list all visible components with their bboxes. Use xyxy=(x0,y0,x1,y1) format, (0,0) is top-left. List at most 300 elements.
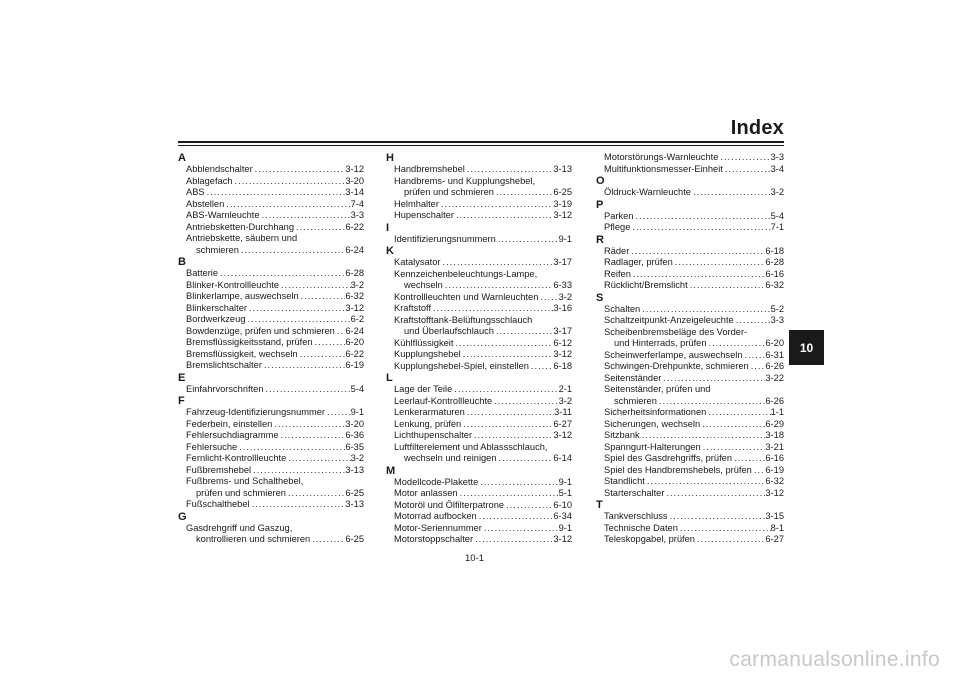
index-entry-text: Antriebsketten-Durchhang xyxy=(186,221,295,232)
index-entry-text: Sicherungen, wechseln xyxy=(604,418,701,429)
index-entry-page: 3-17 xyxy=(553,326,572,336)
index-entry[interactable] xyxy=(178,326,364,338)
watermark: carmanualsonline.info xyxy=(729,648,940,671)
index-entry[interactable] xyxy=(386,430,572,442)
index-entry-page: 5-4 xyxy=(770,210,784,221)
dot-leader xyxy=(631,269,766,281)
index-entry-page: 6-16 xyxy=(765,268,784,279)
dot-leader xyxy=(461,349,554,361)
index-entry-text: Öldruck-Warnleuchte xyxy=(604,187,691,197)
index-entry-text: schmieren xyxy=(196,244,239,255)
dot-leader xyxy=(633,211,770,223)
index-entry-page: 6-32 xyxy=(345,291,364,301)
index-entry[interactable] xyxy=(596,269,784,281)
index-entry[interactable] xyxy=(386,442,572,454)
index-entry-text: Sicherheitsinformationen xyxy=(604,407,707,417)
index-entry[interactable] xyxy=(178,314,364,326)
dot-leader xyxy=(497,453,554,465)
index-letter-heading: M xyxy=(386,464,396,477)
index-entry[interactable] xyxy=(178,187,364,199)
index-entry-text: prüfen und schmieren xyxy=(404,187,494,197)
index-entry-page: 6-22 xyxy=(345,221,364,232)
index-entry[interactable] xyxy=(178,442,364,454)
index-entry-text: Luftfilterelement und Ablassschlauch, xyxy=(394,441,548,452)
index-entry-page: 3-13 xyxy=(553,164,572,174)
index-entry-text: Lenkung, prüfen xyxy=(394,418,462,429)
index-entry[interactable] xyxy=(386,234,572,246)
dot-leader xyxy=(645,476,766,488)
index-entry-text: Ablagefach xyxy=(186,175,233,186)
index-entry[interactable] xyxy=(596,396,784,408)
index-entry[interactable] xyxy=(386,419,572,431)
index-letter-heading: G xyxy=(178,510,187,523)
index-entry-text: Antriebskette, säubern und xyxy=(186,233,298,243)
index-entry[interactable] xyxy=(386,477,572,489)
index-entry[interactable] xyxy=(596,465,784,477)
index-entry[interactable] xyxy=(596,187,784,199)
index-entry[interactable] xyxy=(386,303,572,315)
index-entry-page: 6-14 xyxy=(553,453,572,463)
index-entry-text: Kupplungshebel xyxy=(394,349,461,359)
index-entry-text: ABS-Warnleuchte xyxy=(186,210,260,220)
index-entry-text: Multifunktionsmesser-Einheit xyxy=(604,163,723,174)
index-entry-page: 6-36 xyxy=(345,430,364,440)
index-entry[interactable] xyxy=(596,430,784,442)
index-entry-page: 6-24 xyxy=(345,244,364,255)
index-entry[interactable] xyxy=(596,164,784,176)
index-entry[interactable] xyxy=(386,199,572,211)
index-entry-page: 3-18 xyxy=(765,430,784,440)
index-entry[interactable] xyxy=(596,280,784,292)
dot-leader xyxy=(251,465,345,477)
index-entry-page: 6-19 xyxy=(345,360,364,370)
index-entry-page: 3-12 xyxy=(553,349,572,359)
index-entry-text: Motor-Seriennummer xyxy=(394,522,482,533)
dot-leader xyxy=(695,534,765,546)
index-entry[interactable] xyxy=(596,407,784,419)
index-entry[interactable] xyxy=(386,164,572,176)
dot-leader xyxy=(691,187,771,199)
index-entry[interactable] xyxy=(386,523,572,535)
dot-leader xyxy=(439,199,553,211)
index-entry[interactable] xyxy=(178,465,364,477)
dot-leader xyxy=(688,280,766,292)
index-entry[interactable] xyxy=(178,476,364,488)
index-entry-page: 6-27 xyxy=(765,534,784,544)
dot-leader xyxy=(706,407,770,419)
dot-leader xyxy=(245,314,350,326)
index-entry-text: Helmhalter xyxy=(394,198,439,209)
index-entry[interactable] xyxy=(178,222,364,234)
index-entry-text: Lenkerarmaturen xyxy=(394,407,465,417)
index-entry[interactable] xyxy=(596,361,784,373)
dot-leader xyxy=(629,246,765,258)
index-entry[interactable] xyxy=(596,211,784,223)
index-entry[interactable] xyxy=(178,164,364,176)
dot-leader xyxy=(657,396,766,408)
index-entry[interactable] xyxy=(386,453,572,465)
index-entry-text: und Überlaufschlauch xyxy=(404,326,494,336)
index-entry[interactable] xyxy=(596,488,784,500)
index-entry-text: Bremsflüssigkeit, wechseln xyxy=(186,348,298,359)
dot-leader xyxy=(310,534,345,546)
index-entry-page: 3-12 xyxy=(553,210,572,220)
index-entry-page: 3-13 xyxy=(345,499,364,509)
index-entry[interactable] xyxy=(386,361,572,373)
index-entry-page: 6-16 xyxy=(765,453,784,463)
index-entry[interactable] xyxy=(596,246,784,258)
dot-leader xyxy=(237,442,345,454)
index-entry[interactable] xyxy=(386,257,572,269)
dot-leader xyxy=(664,488,765,500)
index-entry[interactable] xyxy=(386,384,572,396)
index-entry-text: Batterie xyxy=(186,268,219,278)
index-entry-page: 3-19 xyxy=(553,198,572,209)
index-entry-text: wechseln xyxy=(404,280,443,290)
index-letter-heading: L xyxy=(386,372,393,384)
index-entry-text: Sitzbank xyxy=(604,430,640,440)
index-entry-text: Bremsflüssigkeitsstand, prüfen xyxy=(186,337,313,347)
index-entry-page: 3-16 xyxy=(553,303,572,313)
index-entry-text: Kontrollleuchten und Warnleuchten xyxy=(394,291,539,302)
index-entry[interactable] xyxy=(596,523,784,535)
index-entry-text: schmieren xyxy=(614,395,657,406)
index-entry[interactable] xyxy=(178,210,364,222)
index-entry-text: Blinkerlampe, auswechseln xyxy=(186,291,299,301)
dot-leader xyxy=(529,361,553,373)
index-entry-text: Blinker-Kontrollleuchte xyxy=(186,279,280,290)
index-entry-text: und Hinterrads, prüfen xyxy=(614,338,707,348)
index-entry[interactable] xyxy=(178,384,364,396)
index-entry-page: 6-33 xyxy=(553,280,572,290)
index-entry[interactable] xyxy=(386,176,572,188)
index-entry-page: 3-12 xyxy=(553,534,572,544)
dot-leader xyxy=(465,407,554,419)
dot-leader xyxy=(224,199,350,211)
index-entry-text: Parken xyxy=(604,210,634,221)
index-column-2 xyxy=(386,152,572,546)
index-entry[interactable] xyxy=(596,222,784,234)
dot-leader xyxy=(465,164,554,176)
index-entry[interactable] xyxy=(386,187,572,199)
dot-leader xyxy=(504,500,553,512)
index-letter-heading: O xyxy=(596,175,605,187)
index-entry[interactable] xyxy=(386,292,572,304)
dot-leader xyxy=(732,453,765,465)
index-entry[interactable] xyxy=(386,511,572,523)
index-entry[interactable] xyxy=(178,280,364,292)
dot-leader xyxy=(630,222,770,234)
index-entry-text: Lage der Teile xyxy=(394,384,453,394)
index-entry-text: Leerlauf-Kontrollleuchte xyxy=(394,395,493,406)
index-entry-text: ABS xyxy=(186,187,205,197)
index-entry[interactable] xyxy=(596,419,784,431)
index-entry-page: 3-12 xyxy=(345,164,364,174)
dot-leader xyxy=(749,361,766,373)
index-entry-page: 3-12 xyxy=(765,487,784,498)
dot-leader xyxy=(640,304,770,316)
index-entry-text: Standlicht xyxy=(604,476,645,486)
index-entry[interactable] xyxy=(596,152,784,164)
dot-leader xyxy=(298,349,346,361)
index-entry-page: 3-3 xyxy=(770,315,784,325)
index-letter-heading: B xyxy=(178,256,186,268)
dot-leader xyxy=(250,499,346,511)
index-entry-page: 3-2 xyxy=(558,291,572,302)
index-entry-text: Spanngurt-Halterungen xyxy=(604,441,701,452)
dot-leader xyxy=(494,187,553,199)
index-entry-page: 7-1 xyxy=(770,222,784,232)
index-entry-page: 6-28 xyxy=(765,257,784,267)
index-column-3 xyxy=(596,152,784,546)
dot-leader xyxy=(262,360,345,372)
index-entry-page: 6-18 xyxy=(553,360,572,371)
index-letter-heading: R xyxy=(596,233,604,246)
index-entry-page: 3-21 xyxy=(765,441,784,452)
index-entry-page: 3-3 xyxy=(350,210,364,220)
index-entry-text: Fehlersuchdiagramme xyxy=(186,430,279,440)
index-entry-text: Motor anlassen xyxy=(394,488,458,498)
dot-leader xyxy=(678,523,771,535)
index-entry-text: Motorstörungs-Warnleuchte xyxy=(604,152,719,162)
dot-leader xyxy=(661,373,765,385)
index-entry-page: 3-12 xyxy=(345,302,364,313)
index-entry-text: Kennzeichenbeleuchtungs-Lampe, xyxy=(394,268,538,279)
index-entry[interactable] xyxy=(386,280,572,292)
index-entry[interactable] xyxy=(596,373,784,385)
index-letter-heading: K xyxy=(386,245,394,257)
index-entry[interactable] xyxy=(178,453,364,465)
index-entry[interactable] xyxy=(178,488,364,500)
index-entry[interactable] xyxy=(386,407,572,419)
index-entry[interactable] xyxy=(596,338,784,350)
index-entry[interactable] xyxy=(386,500,572,512)
index-entry-page: 6-10 xyxy=(553,499,572,510)
dot-leader xyxy=(472,430,553,442)
dot-leader xyxy=(700,419,765,431)
index-entry[interactable] xyxy=(596,327,784,339)
dot-leader xyxy=(454,210,553,222)
title-rule-thick xyxy=(178,141,784,143)
index-entry-text: Blinkerschalter xyxy=(186,302,247,313)
dot-leader xyxy=(205,187,346,199)
index-entry[interactable] xyxy=(178,337,364,349)
dot-leader xyxy=(496,234,559,246)
index-entry-page: 9-1 xyxy=(558,476,572,487)
index-entry-text: Teleskopgabel, prüfen xyxy=(604,534,695,544)
index-entry[interactable] xyxy=(178,303,364,315)
index-entry-page: 6-28 xyxy=(345,268,364,278)
index-entry-page: 3-20 xyxy=(345,175,364,186)
index-entry-page: 6-32 xyxy=(765,280,784,290)
index-entry[interactable] xyxy=(596,384,784,396)
dot-leader xyxy=(313,337,346,349)
index-entry-text: Fußbremshebel xyxy=(186,464,252,475)
index-entry-text: kontrollieren und schmieren xyxy=(196,534,311,544)
index-entry-text: prüfen und schmieren xyxy=(196,487,286,498)
index-entry-text: Bowdenzüge, prüfen und schmieren xyxy=(186,325,335,336)
index-entry[interactable] xyxy=(386,349,572,361)
index-entry-page: 6-25 xyxy=(345,487,364,498)
index-entry[interactable] xyxy=(178,499,364,511)
index-letter-heading: T xyxy=(596,499,603,511)
index-column-1 xyxy=(178,152,364,546)
index-entry-text: Identifizierungsnummern xyxy=(394,233,496,244)
index-entry[interactable] xyxy=(386,210,572,222)
dot-leader xyxy=(443,280,554,292)
index-entry-page: 6-25 xyxy=(345,534,364,544)
index-entry-page: 3-12 xyxy=(553,430,572,440)
index-letter-heading: E xyxy=(178,371,186,384)
index-entry-page: 6-35 xyxy=(345,441,364,452)
dot-leader xyxy=(538,292,558,304)
index-entry-page: 3-2 xyxy=(770,187,784,197)
index-entry[interactable] xyxy=(596,476,784,488)
index-entry-page: 8-1 xyxy=(770,522,784,533)
index-entry-text: Tankverschluss xyxy=(604,511,668,521)
page-title: Index xyxy=(730,117,784,139)
index-entry-page: 3-4 xyxy=(770,163,784,174)
index-entry-text: Kühlflüssigkeit xyxy=(394,337,454,348)
index-entry-text: Seitenständer, prüfen und xyxy=(604,384,711,394)
dot-leader xyxy=(441,257,554,269)
index-entry[interactable] xyxy=(386,326,572,338)
index-entry-page: 6-2 xyxy=(350,314,364,324)
chapter-tab[interactable]: 10 xyxy=(789,330,824,365)
index-entry-page: 3-2 xyxy=(350,453,364,463)
index-entry-page: 3-13 xyxy=(345,464,364,475)
index-entry-page: 3-2 xyxy=(350,279,364,290)
index-entry[interactable] xyxy=(178,199,364,211)
index-entry[interactable] xyxy=(596,534,784,546)
dot-leader xyxy=(294,222,345,234)
index-entry-text: Handbremshebel xyxy=(394,164,465,174)
index-entry-text: Spiel des Gasdrehgriffs, prüfen xyxy=(604,453,732,463)
dot-leader xyxy=(264,384,351,396)
dot-leader xyxy=(279,280,351,292)
index-entry[interactable] xyxy=(178,349,364,361)
dot-leader xyxy=(477,511,554,523)
dot-leader xyxy=(478,477,558,489)
index-entry[interactable] xyxy=(178,176,364,188)
index-entry-text: Schaltzeitpunkt-Anzeigeleuchte xyxy=(604,315,734,325)
dot-leader xyxy=(279,430,346,442)
dot-leader xyxy=(452,384,558,396)
index-entry[interactable] xyxy=(386,338,572,350)
index-entry-page: 3-2 xyxy=(558,395,572,406)
index-entry[interactable] xyxy=(178,360,364,372)
index-entry-page: 6-25 xyxy=(553,187,572,197)
index-entry-text: Fernlicht-Kontrollleuchte xyxy=(186,453,287,463)
index-entry-page: 6-20 xyxy=(765,338,784,348)
index-entry[interactable] xyxy=(596,315,784,327)
index-entry-text: Kraftstoff xyxy=(394,303,432,313)
index-entry-page: 2-1 xyxy=(558,384,572,394)
index-entry[interactable] xyxy=(386,396,572,408)
index-entry-text: Lichthupenschalter xyxy=(394,430,473,440)
index-entry[interactable] xyxy=(596,350,784,362)
index-entry-page: 6-20 xyxy=(345,337,364,347)
dot-leader xyxy=(253,164,346,176)
index-entry-text: Hupenschalter xyxy=(394,210,454,220)
index-entry-page: 6-19 xyxy=(765,464,784,475)
index-entry-text: Bremslichtschalter xyxy=(186,360,262,370)
index-entry[interactable] xyxy=(386,269,572,281)
index-entry-text: Starterschalter xyxy=(604,487,665,498)
index-entry-text: Einfahrvorschriften xyxy=(186,383,264,394)
index-entry-page: 6-27 xyxy=(553,418,572,429)
index-entry[interactable] xyxy=(178,419,364,431)
index-letter-heading: S xyxy=(596,291,604,304)
index-entry-text: Räder xyxy=(604,245,630,256)
dot-leader xyxy=(673,257,766,269)
index-entry[interactable] xyxy=(178,407,364,419)
dot-leader xyxy=(286,453,350,465)
index-entry-text: Seitenständer xyxy=(604,372,662,383)
index-entry-text: Rücklicht/Bremslicht xyxy=(604,280,688,290)
index-entry[interactable] xyxy=(178,233,364,245)
dot-leader xyxy=(668,511,766,523)
index-entry[interactable] xyxy=(386,315,572,327)
index-entry-text: Kupplungshebel-Spiel, einstellen xyxy=(394,360,529,371)
index-entry-text: Fußschalthebel xyxy=(186,499,250,509)
index-entry[interactable] xyxy=(596,257,784,269)
dot-leader xyxy=(218,268,345,280)
index-entry[interactable] xyxy=(596,453,784,465)
index-entry-page: 6-34 xyxy=(553,511,572,521)
index-letter-heading: I xyxy=(386,221,390,234)
index-entry[interactable] xyxy=(178,245,364,257)
index-entry[interactable] xyxy=(386,488,572,500)
index-entry[interactable] xyxy=(178,430,364,442)
index-entry-text: Kraftstofftank-Belüftungsschlauch xyxy=(394,314,533,325)
index-entry-text: Motoröl und Ölfilterpatrone xyxy=(394,499,505,510)
index-letter-heading: F xyxy=(178,395,185,407)
index-entry[interactable] xyxy=(596,511,784,523)
index-entry-page: 9-1 xyxy=(350,407,364,417)
index-letter-heading: P xyxy=(596,198,604,211)
dot-leader xyxy=(239,245,346,257)
index-entry-page: 3-17 xyxy=(553,257,572,267)
index-entry-text: Katalysator xyxy=(394,257,441,267)
dot-leader xyxy=(718,152,770,164)
index-entry-page: 7-4 xyxy=(350,198,364,209)
index-entry[interactable] xyxy=(596,442,784,454)
index-entry[interactable] xyxy=(596,304,784,316)
index-entry-page: 6-29 xyxy=(765,418,784,429)
index-entry-page: 6-22 xyxy=(345,348,364,359)
index-entry-page: 3-11 xyxy=(554,407,572,417)
index-entry-text: Abstellen xyxy=(186,198,225,209)
index-entry[interactable] xyxy=(178,523,364,535)
dot-leader xyxy=(453,338,553,350)
index-entry-page: 3-20 xyxy=(345,418,364,429)
index-entry-page: 3-3 xyxy=(770,152,784,162)
dot-leader xyxy=(492,396,558,408)
dot-leader xyxy=(272,419,345,431)
index-entry[interactable] xyxy=(178,534,364,546)
dot-leader xyxy=(286,488,345,500)
index-entry-text: Motorrad aufbocken xyxy=(394,511,477,521)
title-rule-thin xyxy=(178,145,784,146)
index-entry[interactable] xyxy=(178,268,364,280)
dot-leader xyxy=(458,488,559,500)
index-entry[interactable] xyxy=(178,291,364,303)
index-entry-text: Modellcode-Plakette xyxy=(394,476,479,487)
index-entry-page: 3-15 xyxy=(765,511,784,521)
index-entry-page: 9-1 xyxy=(558,233,572,244)
index-entry[interactable] xyxy=(386,534,572,546)
